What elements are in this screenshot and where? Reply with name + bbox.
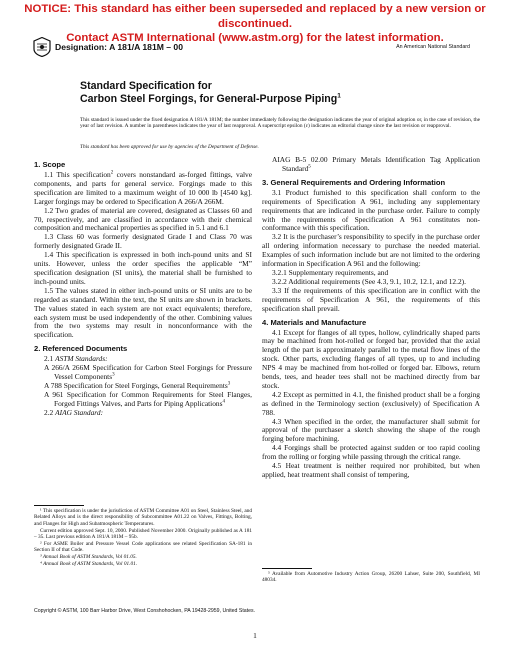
paragraph-3-2: 3.2 It is the purchaser’s responsibility to specify in the purchase order all ordering information necessary to purchase the needed material. Examples of such information include but are not limited to the ordering information in Specification A 961 and the following: (262, 232, 480, 269)
reference-a266: A 266/A 266M Specification for Carbon Steel Forgings for Pressure Vessel Components$^3$ (44, 363, 252, 382)
footnote-1: ¹ This specification is under the jurisdiction of ASTM Committee A01 on Steel, Stainless Steel, and Related Alloys and is the direct responsibility of Subcommittee A01.22 on Valves, Fittings, Bolting, and Flanges for High and Subatmospheric Temperatures. (34, 508, 252, 527)
footnotes-right (262, 571, 480, 584)
footnote-divider-left (34, 505, 84, 506)
left-column (34, 156, 252, 418)
american-national-standard-label: An American National Standard (396, 44, 470, 50)
reference-a961: A 961 Specification for Common Requirements for Steel Flanges, Forged Fittings Valves, and Parts for Piping Applications$^4$ (44, 389, 252, 408)
page-title-line-1: Standard Specification for (80, 80, 212, 92)
notice-line-2: Contact ASTM International (www.astm.org) for the latest information. (66, 32, 444, 44)
notice-line-1: NOTICE: This standard has either been superseded and replaced by a new version or discontinued. (24, 3, 486, 30)
paragraph-3-3: 3.3 If the requirements of this specification are in conflict with the requirements of Specification A 961, the requirements of this specification shall prevail. (262, 285, 480, 313)
astm-logo-icon (33, 37, 51, 57)
right-column (262, 156, 480, 480)
standard-issue-note: This standard is issued under the fixed designation A 181/A 181M; the number immediately following the designation indicates the year of original adoption or, in the case of revision, the year of last revision. A number in parentheses indicates the year of last reapproval. A superscript epsilon (ε) indicates an editorial change since the last revision or reapproval. (80, 117, 480, 130)
paragraph-3-2-1: 3.2.1 Supplementary requirements, and (272, 267, 389, 277)
page-number: 1 (253, 631, 257, 640)
reference-aiag: AIAG B-5 02.00 Primary Metals Identification Tag Application Standard$^5$ (272, 155, 480, 173)
supersede-notice (0, 2, 510, 46)
paragraph-1-2: 1.2 Two grades of material are covered, designated as Classes 60 and 70, respectively, and are classified in accordance with their chemical composition and mechanical properties as specified in 5.1 and 6.1 (34, 205, 252, 233)
copyright-line: Copyright © ASTM, 100 Barr Harbor Drive, West Conshohocken, PA 19428-2959, United States. (34, 608, 256, 614)
paragraph-4-2: 4.2 Except as permitted in 4.1, the finished product shall be a forging as defined in the Terminology section (exclusively) of Specification A 788. (262, 389, 480, 417)
dod-approval-note: This standard has been approved for use by agencies of the Department of Defense. (80, 144, 259, 150)
page-title-line-2 (80, 93, 341, 105)
reference-a788: A 788 Specification for Steel Forgings, General Requirements$^3$ (44, 380, 231, 390)
designation: Designation: A 181/A 181M – 00 (55, 42, 183, 52)
paragraph-4-1: 4.1 Except for flanges of all types, hollow, cylindrically shaped parts may be machined from hot-rolled or forged bar, provided that the axial length of the part is approximately parallel to the metal flow lines of the stock. Other parts, excluding flanges of all types, up to and including NPS 4 may be machined from hot-rolled or forged bar. Elbows, return bends, tees, and header tees shall not be machined directly from bar stock. (262, 327, 480, 390)
footnotes-left (34, 508, 252, 568)
paragraph-3-2-2: 3.2.2 Additional requirements (See 4.3, 9.1, 10.2, 12.1, and 12.2). (272, 276, 466, 286)
footnote-4: ⁴ Annual Book of ASTM Standards, Vol 01.01. (40, 561, 138, 568)
paragraph-4-5: 4.5 Heat treatment is neither required nor prohibited, but when applied, heat treatment shall consist of tempering, (262, 461, 480, 479)
paragraph-4-4: 4.4 Forgings shall be protected against sudden or too rapid cooling from the rolling or forging while passing through the critical range. (262, 443, 480, 462)
paragraph-3-1: 3.1 Product furnished to this specification shall conform to the requirements of Specification A 961, including any supplementary requirements that are indicated in the purchase order. Failure to comply with the requirements of Specification A 961 constitutes non-conformance with this specification. (262, 187, 480, 233)
section-heading-referenced-documents: 2. Referenced Documents (34, 344, 128, 354)
paragraph-1-1: 1.1 This specification$^2$ covers nonstandard as-forged fittings, valve components, and parts for general service. Forgings made to this specification are limited to a maximum weight of 10 000 lb [4540 kg]. Larger forgings may be ordered to Specification A 266/A 266M. (34, 170, 253, 206)
footnote-divider-right (262, 568, 312, 569)
paragraph-4-3: 4.3 When specified in the order, the manufacturer shall submit for approval of the purchaser a sketch showing the shape of the rough forging before machining. (262, 416, 480, 444)
footnote-2: ² For ASME Boiler and Pressure Vessel Code applications see related Specification SA-181 in Section II of that Code. (34, 541, 252, 554)
footnote-1-edition: Current edition approved Sept. 10, 2000. Published November 2000. Originally published as A 181 – 35. Last previous edition A 181/A 181M – 95b. (34, 527, 252, 541)
section-heading-general-requirements: 3. General Requirements and Ordering Information (262, 177, 446, 187)
footnote-5: ⁵ Available from Automotive Industry Action Group, 26200 Lahser, Suite 200, Southfield, MI 48034. (262, 571, 480, 584)
title-footnote-marker: 1 (337, 92, 341, 100)
paragraph-1-3: 1.3 Class 60 was formerly designated Grade I and Class 70 was formerly designated Grade II. (34, 232, 252, 251)
section-heading-materials: 4. Materials and Manufacture (262, 317, 367, 327)
paragraph-2-1: 2.1 ASTM Standards: (44, 354, 108, 364)
page-title-text: Carbon Steel Forgings, for General-Purpose Piping (80, 93, 338, 105)
paragraph-2-2: 2.2 AIAG Standard: (44, 407, 104, 417)
paragraph-1-4: 1.4 This specification is expressed in both inch-pound units and SI units. However, unless the order specifies the applicable “M” specification designation (SI units), the material shall be furnished to inch-pound units. (34, 250, 252, 286)
paragraph-1-5: 1.5 The values stated in either inch-pound units or SI units are to be regarded as standard. Within the text, the SI units are shown in brackets. The values stated in each system are not exact equivalents; therefore, each system must be used independently of the other. Combining values from the two systems may result in nonconformance with the specification. (34, 285, 252, 340)
section-heading-scope: 1. Scope (34, 160, 66, 169)
footnote-3: ³ Annual Book of ASTM Standards, Vol 01.05. (40, 554, 137, 561)
